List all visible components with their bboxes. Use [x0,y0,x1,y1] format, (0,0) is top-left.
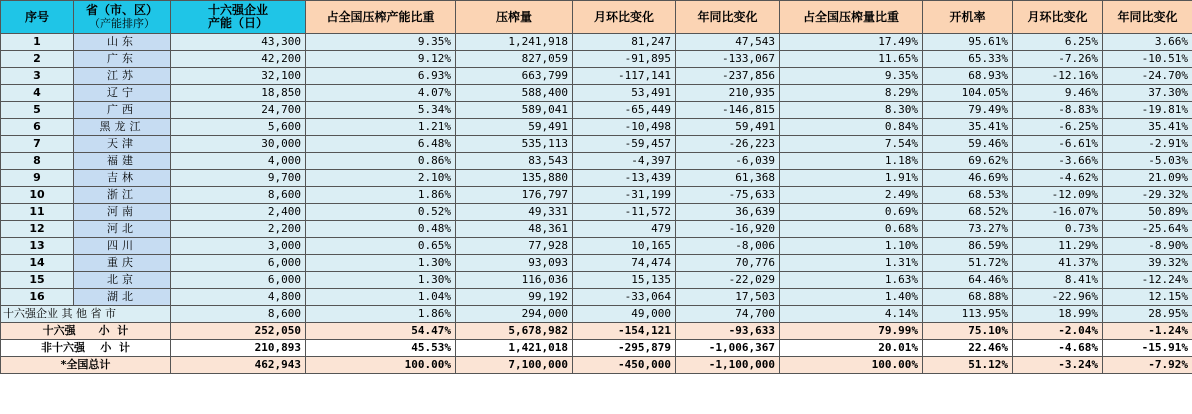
rank-cell: 16 [1,289,74,306]
crush-mom-cell: -450,000 [573,357,676,374]
capacity-cell: 24,700 [171,102,306,119]
utilization-cell: 22.46% [923,340,1013,357]
header-utilization: 开机率 [923,1,1013,34]
table-row [1,289,1192,306]
rank-cell: 7 [1,136,74,153]
crush-share-cell: 0.84% [780,119,923,136]
rank-cell: 10 [1,187,74,204]
header-capacity-share: 占全国压榨产能比重 [306,1,456,34]
crush-cell: 48,361 [456,221,573,238]
capacity-cell: 18,850 [171,85,306,102]
crush-mom-cell: -33,064 [573,289,676,306]
util-mom-cell: -7.26% [1013,51,1103,68]
crush-share-cell: 1.40% [780,289,923,306]
crush-share-cell: 9.35% [780,68,923,85]
util-yoy-cell: -19.81% [1103,102,1192,119]
rank-cell: 15 [1,272,74,289]
utilization-cell: 73.27% [923,221,1013,238]
province-cell: 江苏 [74,68,171,85]
utilization-cell: 69.62% [923,153,1013,170]
header-row [1,1,1192,34]
crush-cell: 663,799 [456,68,573,85]
crush-cell: 1,241,918 [456,34,573,51]
province-cell: 天津 [74,136,171,153]
util-yoy-cell: -29.32% [1103,187,1192,204]
table-row [1,51,1192,68]
province-cell: 福建 [74,153,171,170]
crush-share-cell: 1.18% [780,153,923,170]
capacity-cell: 2,400 [171,204,306,221]
header-crush-yoy: 年同比变化 [676,1,780,34]
util-mom-cell: -2.04% [1013,323,1103,340]
capacity-cell: 4,800 [171,289,306,306]
table-row [1,238,1192,255]
table-row [1,204,1192,221]
capacity-share-cell: 1.04% [306,289,456,306]
util-mom-cell: -3.24% [1013,357,1103,374]
capacity-share-cell: 5.34% [306,102,456,119]
table-row [1,68,1192,85]
capacity-cell: 462,943 [171,357,306,374]
rank-cell: 12 [1,221,74,238]
crush-cell: 827,059 [456,51,573,68]
province-cell: 湖北 [74,289,171,306]
crush-yoy-cell: -146,815 [676,102,780,119]
rank-cell: 14 [1,255,74,272]
crush-mom-cell: -154,121 [573,323,676,340]
table-row [1,102,1192,119]
utilization-cell: 104.05% [923,85,1013,102]
header-crush-mom: 月环比变化 [573,1,676,34]
table-row [1,153,1192,170]
crush-mom-cell: -59,457 [573,136,676,153]
table-row [1,170,1192,187]
capacity-cell: 2,200 [171,221,306,238]
capacity-share-cell: 45.53% [306,340,456,357]
util-mom-cell: 6.25% [1013,34,1103,51]
util-mom-cell: 8.41% [1013,272,1103,289]
province-cell: 河北 [74,221,171,238]
utilization-cell: 59.46% [923,136,1013,153]
crush-mom-cell: 15,135 [573,272,676,289]
province-cell: 辽宁 [74,85,171,102]
capacity-cell: 3,000 [171,238,306,255]
utilization-cell: 51.72% [923,255,1013,272]
capacity-share-cell: 6.48% [306,136,456,153]
capacity-share-cell: 0.65% [306,238,456,255]
crush-yoy-cell: -6,039 [676,153,780,170]
capacity-share-cell: 0.86% [306,153,456,170]
capacity-share-cell: 9.35% [306,34,456,51]
province-cell: 黑龙江 [74,119,171,136]
province-cell: 河南 [74,204,171,221]
utilization-cell: 79.49% [923,102,1013,119]
table-row [1,136,1192,153]
capacity-share-cell: 100.00% [306,357,456,374]
utilization-cell: 68.52% [923,204,1013,221]
rank-cell: 1 [1,34,74,51]
capacity-cell: 4,000 [171,153,306,170]
capacity-cell: 32,100 [171,68,306,85]
crush-yoy-cell: -1,100,000 [676,357,780,374]
util-mom-cell: -8.83% [1013,102,1103,119]
capacity-share-cell: 0.52% [306,204,456,221]
crush-yoy-cell: 17,503 [676,289,780,306]
rank-cell: 3 [1,68,74,85]
crush-cell: 83,543 [456,153,573,170]
table-row [1,187,1192,204]
province-cell: 浙江 [74,187,171,204]
crush-share-cell: 1.63% [780,272,923,289]
utilization-cell: 68.93% [923,68,1013,85]
crush-cell: 535,113 [456,136,573,153]
util-mom-cell: -12.09% [1013,187,1103,204]
crush-share-cell: 17.49% [780,34,923,51]
crush-mom-cell: -11,572 [573,204,676,221]
crush-yoy-cell: -22,029 [676,272,780,289]
capacity-share-cell: 1.30% [306,272,456,289]
capacity-share-cell: 2.10% [306,170,456,187]
capacity-cell: 210,893 [171,340,306,357]
province-cell: 北京 [74,272,171,289]
table-row [1,119,1192,136]
crush-share-cell: 4.14% [780,306,923,323]
utilization-cell: 64.46% [923,272,1013,289]
utilization-cell: 51.12% [923,357,1013,374]
util-mom-cell: -6.25% [1013,119,1103,136]
util-mom-cell: 9.46% [1013,85,1103,102]
crush-mom-cell: -31,199 [573,187,676,204]
capacity-share-cell: 1.21% [306,119,456,136]
crush-share-cell: 1.31% [780,255,923,272]
capacity-cell: 30,000 [171,136,306,153]
util-yoy-cell: 50.89% [1103,204,1192,221]
util-mom-cell: 11.29% [1013,238,1103,255]
crush-yoy-cell: -8,006 [676,238,780,255]
util-yoy-cell: -7.92% [1103,357,1192,374]
header-crush: 压榨量 [456,1,573,34]
table-row [1,34,1192,51]
util-yoy-cell: -5.03% [1103,153,1192,170]
crush-cell: 116,036 [456,272,573,289]
header-util-yoy: 年同比变化 [1103,1,1192,34]
crush-share-cell: 2.49% [780,187,923,204]
non-top16-subtotal-row [1,340,1192,357]
crush-mom-cell: 74,474 [573,255,676,272]
crush-mom-cell: 10,165 [573,238,676,255]
crush-mom-cell: 81,247 [573,34,676,51]
crush-cell: 93,093 [456,255,573,272]
util-mom-cell: -4.68% [1013,340,1103,357]
crush-share-cell: 100.00% [780,357,923,374]
crush-share-cell: 20.01% [780,340,923,357]
util-yoy-cell: -24.70% [1103,68,1192,85]
province-cell: 吉林 [74,170,171,187]
header-capacity: 十六强企业 产能（日） [171,1,306,34]
crush-cell: 77,928 [456,238,573,255]
rank-cell: 11 [1,204,74,221]
crush-share-cell: 11.65% [780,51,923,68]
util-yoy-cell: 21.09% [1103,170,1192,187]
crush-mom-cell: -117,141 [573,68,676,85]
rank-cell: 13 [1,238,74,255]
crush-yoy-cell: -93,633 [676,323,780,340]
capacity-cell: 9,700 [171,170,306,187]
crush-mom-cell: -13,439 [573,170,676,187]
capacity-share-cell: 1.86% [306,187,456,204]
crush-yoy-cell: 36,639 [676,204,780,221]
crush-cell: 176,797 [456,187,573,204]
capacity-share-cell: 0.48% [306,221,456,238]
util-yoy-cell: -8.90% [1103,238,1192,255]
header-province: 省（市、区） （产能排序） [74,1,171,34]
other-provinces-row [1,306,1192,323]
other-provinces-label: 十六强企业 其 他 省 市 [1,306,171,323]
util-yoy-cell: 35.41% [1103,119,1192,136]
crush-yoy-cell: 74,700 [676,306,780,323]
util-mom-cell: -6.61% [1013,136,1103,153]
capacity-share-cell: 1.30% [306,255,456,272]
crush-mom-cell: -91,895 [573,51,676,68]
util-mom-cell: -4.62% [1013,170,1103,187]
crush-cell: 135,880 [456,170,573,187]
rank-cell: 6 [1,119,74,136]
capacity-cell: 6,000 [171,272,306,289]
crush-mom-cell: 479 [573,221,676,238]
capacity-cell: 252,050 [171,323,306,340]
province-cell: 广东 [74,51,171,68]
crush-mom-cell: 49,000 [573,306,676,323]
crush-yoy-cell: -26,223 [676,136,780,153]
capacity-share-cell: 6.93% [306,68,456,85]
util-yoy-cell: 39.32% [1103,255,1192,272]
crush-yoy-cell: -133,067 [676,51,780,68]
util-yoy-cell: -15.91% [1103,340,1192,357]
table-row [1,255,1192,272]
utilization-cell: 75.10% [923,323,1013,340]
crush-share-cell: 1.10% [780,238,923,255]
util-yoy-cell: -10.51% [1103,51,1192,68]
province-cell: 重庆 [74,255,171,272]
table-row [1,272,1192,289]
province-cell: 山东 [74,34,171,51]
crush-cell: 294,000 [456,306,573,323]
util-mom-cell: -22.96% [1013,289,1103,306]
crush-yoy-cell: 59,491 [676,119,780,136]
crush-cell: 99,192 [456,289,573,306]
utilization-cell: 95.61% [923,34,1013,51]
rank-cell: 2 [1,51,74,68]
crush-mom-cell: 53,491 [573,85,676,102]
utilization-cell: 46.69% [923,170,1013,187]
table-row [1,85,1192,102]
header-rank: 序号 [1,1,74,34]
national-total-row [1,357,1192,374]
crush-mom-cell: -295,879 [573,340,676,357]
national-total-label: *全国总计 [1,357,171,374]
non-top16-subtotal-label: 非十六强 小 计 [1,340,171,357]
rank-cell: 5 [1,102,74,119]
utilization-cell: 86.59% [923,238,1013,255]
capacity-cell: 8,600 [171,187,306,204]
utilization-cell: 65.33% [923,51,1013,68]
util-mom-cell: -16.07% [1013,204,1103,221]
capacity-share-cell: 1.86% [306,306,456,323]
capacity-cell: 8,600 [171,306,306,323]
util-mom-cell: 18.99% [1013,306,1103,323]
utilization-cell: 113.95% [923,306,1013,323]
crush-share-cell: 8.29% [780,85,923,102]
header-crush-share: 占全国压榨量比重 [780,1,923,34]
crush-share-cell: 0.68% [780,221,923,238]
util-yoy-cell: -12.24% [1103,272,1192,289]
util-mom-cell: 0.73% [1013,221,1103,238]
util-yoy-cell: 37.30% [1103,85,1192,102]
province-cell: 广西 [74,102,171,119]
crush-cell: 588,400 [456,85,573,102]
crush-mom-cell: -4,397 [573,153,676,170]
capacity-cell: 42,200 [171,51,306,68]
crush-mom-cell: -10,498 [573,119,676,136]
crush-share-cell: 79.99% [780,323,923,340]
util-mom-cell: -12.16% [1013,68,1103,85]
capacity-cell: 5,600 [171,119,306,136]
util-yoy-cell: -2.91% [1103,136,1192,153]
util-yoy-cell: 12.15% [1103,289,1192,306]
crush-share-cell: 8.30% [780,102,923,119]
utilization-cell: 68.53% [923,187,1013,204]
header-util-mom: 月环比变化 [1013,1,1103,34]
crush-yoy-cell: 61,368 [676,170,780,187]
crush-yoy-cell: 210,935 [676,85,780,102]
crush-cell: 7,100,000 [456,357,573,374]
crush-yoy-cell: -237,856 [676,68,780,85]
rank-cell: 8 [1,153,74,170]
crush-cell: 1,421,018 [456,340,573,357]
table-row [1,221,1192,238]
top16-subtotal-row [1,323,1192,340]
capacity-share-cell: 54.47% [306,323,456,340]
crush-yoy-cell: -16,920 [676,221,780,238]
crush-yoy-cell: -75,633 [676,187,780,204]
crush-yoy-cell: 47,543 [676,34,780,51]
crush-yoy-cell: 70,776 [676,255,780,272]
rank-cell: 4 [1,85,74,102]
util-yoy-cell: 28.95% [1103,306,1192,323]
crush-share-cell: 1.91% [780,170,923,187]
crush-cell: 59,491 [456,119,573,136]
util-yoy-cell: -1.24% [1103,323,1192,340]
util-yoy-cell: -25.64% [1103,221,1192,238]
capacity-cell: 6,000 [171,255,306,272]
util-mom-cell: 41.37% [1013,255,1103,272]
util-yoy-cell: 3.66% [1103,34,1192,51]
utilization-cell: 35.41% [923,119,1013,136]
crush-mom-cell: -65,449 [573,102,676,119]
crush-share-cell: 7.54% [780,136,923,153]
crush-cell: 49,331 [456,204,573,221]
crush-cell: 589,041 [456,102,573,119]
capacity-share-cell: 4.07% [306,85,456,102]
province-cell: 四川 [74,238,171,255]
capacity-share-cell: 9.12% [306,51,456,68]
capacity-cell: 43,300 [171,34,306,51]
crush-yoy-cell: -1,006,367 [676,340,780,357]
crush-share-cell: 0.69% [780,204,923,221]
util-mom-cell: -3.66% [1013,153,1103,170]
top16-subtotal-label: 十六强 小 计 [1,323,171,340]
utilization-cell: 68.88% [923,289,1013,306]
rank-cell: 9 [1,170,74,187]
crush-cell: 5,678,982 [456,323,573,340]
